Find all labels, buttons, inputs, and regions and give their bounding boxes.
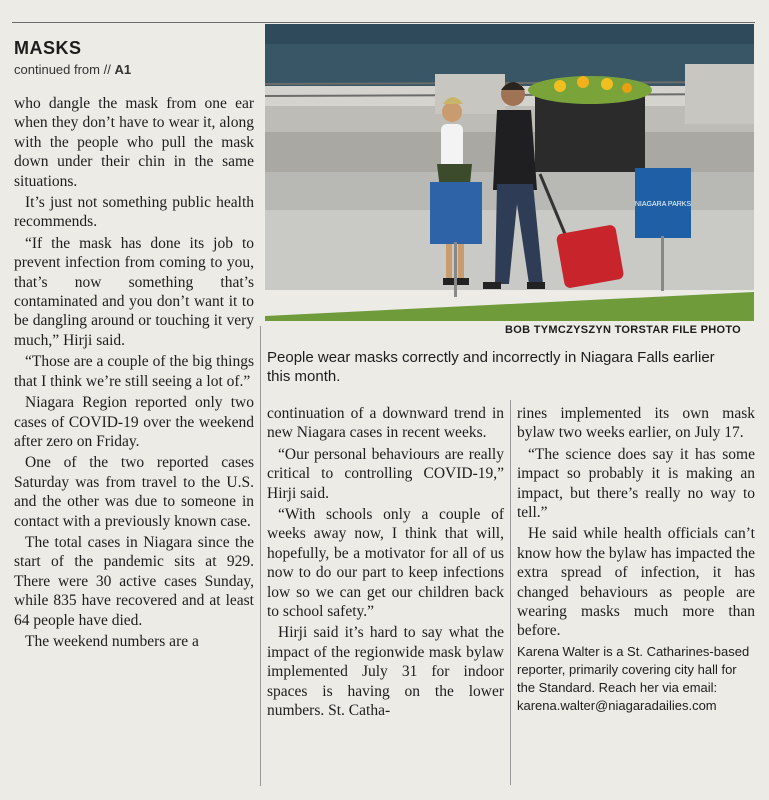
paragraph: He said while health officials can’t know how the bylaw has impacted the extra spread of infection, it has changed behaviours as people are wearing masks much more than before. — [517, 525, 755, 640]
paragraph: “If the mask has done its job to prevent infection from coming to you, that’s now something that’s contaminated and you don’t want it to be dangling around or touching it very much,” Hirji said. — [14, 234, 254, 349]
paragraph: continuation of a downward trend in new Niagara cases in recent weeks. — [267, 405, 504, 442]
photo-credit: BOB TYMCZYSZYN TORSTAR FILE PHOTO — [505, 324, 742, 336]
page-reference: A1 — [114, 62, 132, 77]
paragraph: The total cases in Niagara since the start of the pandemic sits at 929. There were 30 active cases Sunday, while 835 have recovered and at least 64 people have died. — [14, 533, 254, 629]
continued-from-line — [14, 62, 131, 77]
paragraph: rines implemented its own mask bylaw two weeks earlier, on July 17. — [517, 405, 755, 442]
paragraph: “The science does say it has some impact so probably it is making an impact, but there’s really no way to tell.” — [517, 445, 755, 522]
author-bio: Karena Walter is a St. Catharines-based reporter, primarily covering city hall for the Standard. Reach her via email: karena.walter@niagaradailies.com — [517, 643, 750, 713]
article-column-3 — [517, 404, 755, 717]
paragraph: Hirji said it’s hard to say what the impact of the regionwide mask bylaw implemented July 31 for indoor spaces is having on the lower numbers. St. Catha- — [267, 624, 504, 720]
article-column-2 — [267, 404, 504, 723]
paragraph: “Those are a couple of the big things that I think we’re still seeing a lot of.” — [14, 353, 254, 390]
news-photo — [265, 24, 754, 321]
photo-caption: People wear masks correctly and incorrectly in Niagara Falls earlier this month. — [267, 349, 715, 385]
paragraph: who dangle the mask from one ear when they don’t have to wear it, along with the people who pull the mask down under their chin in the same situations. — [14, 95, 254, 190]
column-divider — [510, 400, 511, 785]
paragraph: “Our personal behaviours are really critical to controlling COVID-19,” Hirji said. — [267, 445, 504, 502]
column-divider — [260, 326, 261, 786]
paragraph: The weekend numbers are a — [25, 632, 199, 650]
continued-from-label: continued from // — [14, 62, 111, 77]
section-kicker: MASKS — [14, 38, 82, 58]
paragraph: It’s just not something public health recommends. — [14, 194, 254, 231]
paragraph: “With schools only a couple of weeks away now, I think that will, hopefully, be a motivator for all of us now to do our part to keep infections low so we can get our children back to school safety.” — [267, 506, 504, 621]
paragraph: One of the two reported cases Saturday was from travel to the U.S. and the other was due to someone in contact with a previously known case. — [14, 454, 254, 530]
top-rule — [12, 22, 755, 23]
paragraph: Niagara Region reported only two cases of COVID-19 over the weekend after zero on Friday. — [14, 394, 254, 450]
sign-text: NIAGARA PARKS — [634, 201, 692, 208]
article-column-1 — [14, 94, 254, 653]
